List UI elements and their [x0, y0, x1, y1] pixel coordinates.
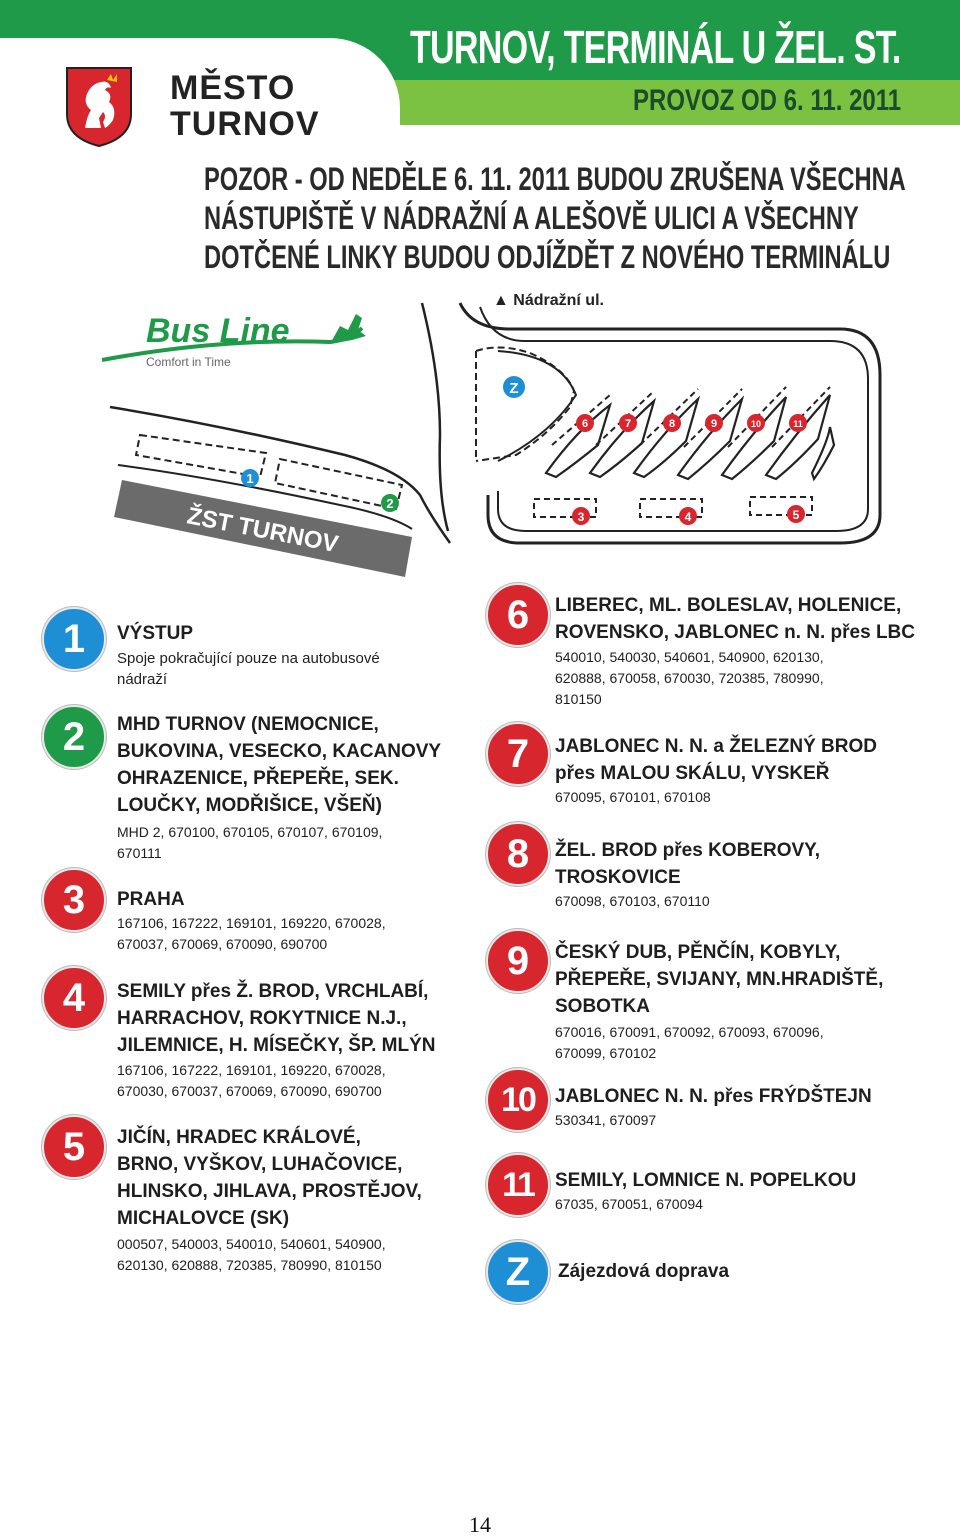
stop-badge-1: 1: [42, 607, 106, 671]
stop-badge-9: 9: [486, 929, 550, 993]
stop-badge-3: 3: [42, 868, 106, 932]
entry-line-numbers: 000507, 540003, 540010, 540601, 540900, 620130, 620888, 720385, 780990, 810150: [117, 1236, 386, 1273]
entry-line-numbers: MHD 2, 670100, 670105, 670107, 670109, 670111: [117, 824, 383, 861]
terminal-map: [100, 295, 900, 580]
stop-badge-7: 7: [486, 722, 550, 786]
stop-badge-5: 5: [42, 1115, 106, 1179]
entry-line-numbers: 670016, 670091, 670092, 670093, 670096, 670099, 670102: [555, 1024, 824, 1061]
map-stop-5: 5: [792, 508, 800, 522]
entry-title: VÝSTUP: [117, 623, 194, 644]
notice-line-3: DOTČENÉ LINKY BUDOU ODJÍŽDĚT Z NOVÉHO TERMINÁLU: [204, 239, 891, 275]
busline-logo-name: Bus Line: [146, 312, 290, 350]
entry-line-numbers: 167106, 167222, 169101, 169220, 670028, 670030, 670037, 670069, 670090, 690700: [117, 1062, 386, 1099]
entry-title: JABLONEC N. N. a ŽELEZNÝ BROD přes MALOU SKÁLU, VYSKEŘ: [555, 736, 877, 784]
entry-line-numbers: 670095, 670101, 670108: [555, 789, 711, 805]
busline-logo-tagline: Comfort in Time: [146, 355, 231, 369]
stop-badge-6: 6: [486, 583, 550, 647]
lion-crest-icon: [65, 66, 133, 148]
map-stop-10: 10: [750, 419, 762, 429]
entry-title: JIČÍN, HRADEC KRÁLOVÉ, BRNO, VYŠKOV, LUHAČOVICE, HLINSKO, JIHLAVA, PROSTĚJOV, MICHALOVCE (SK): [117, 1127, 422, 1229]
stop-badge-2: 2: [42, 705, 106, 769]
map-stop-8: 8: [668, 418, 676, 430]
map-stop-6: 6: [581, 418, 589, 430]
map-stop-2: 2: [386, 496, 394, 511]
map-stop-z: Z: [509, 380, 519, 397]
map-stop-4: 4: [684, 510, 692, 524]
city-line-1: MĚSTO: [170, 69, 296, 107]
entry-title: PRAHA: [117, 889, 185, 910]
stop-badge-11: 11: [486, 1153, 550, 1217]
stop-badge-8: 8: [486, 822, 550, 886]
page-subtitle: PROVOZ OD 6. 11. 2011: [633, 84, 902, 117]
city-name: [170, 70, 320, 142]
map-stop-1: 1: [246, 471, 254, 486]
entry-line-numbers: 67035, 670051, 670094: [555, 1196, 703, 1212]
map-stop-3: 3: [577, 510, 585, 524]
entry-line-numbers: 530341, 670097: [555, 1112, 657, 1128]
station-label: ŽST TURNOV: [184, 502, 341, 559]
entry-title: SEMILY přes Ž. BROD, VRCHLABÍ, HARRACHOV, ROKYTNICE N.J., JILEMNICE, H. MÍSEČKY, ŠP. MLÝN: [117, 981, 436, 1056]
entry-line-numbers: 540010, 540030, 540601, 540900, 620130, 620888, 670058, 670030, 720385, 780990, 810150: [555, 649, 824, 707]
entry-title: SEMILY, LOMNICE N. POPELKOU: [555, 1170, 857, 1191]
entry-title: MHD TURNOV (NEMOCNICE, BUKOVINA, VESECKO, KACANOVY OHRAZENICE, PŘEPEŘE, SEK. LOUČKY, MODŘIŠICE, VŠEŇ): [117, 714, 442, 816]
stop-badge-4: 4: [42, 966, 106, 1030]
stop-badge-10: 10: [486, 1068, 550, 1132]
notice-text: [100, 160, 906, 277]
entry-title: ŽEL. BROD přes KOBEROVY, TROSKOVICE: [555, 840, 820, 888]
notice-line-1: POZOR - OD NEDĚLE 6. 11. 2011 BUDOU ZRUŠENA VŠECHNA: [204, 161, 906, 197]
entry-line-numbers: 167106, 167222, 169101, 169220, 670028, 670037, 670069, 670090, 690700: [117, 915, 386, 952]
page-number: 14: [469, 1512, 491, 1537]
entry-title: ČESKÝ DUB, PĚNČÍN, KOBYLY, PŘEPEŘE, SVIJANY, MN.HRADIŠTĚ, SOBOTKA: [555, 942, 884, 1017]
entry-title: JABLONEC N. N. přes FRÝDŠTEJN: [555, 1086, 872, 1107]
map-stop-7: 7: [624, 418, 632, 430]
notice-line-2: NÁSTUPIŠTĚ V NÁDRAŽNÍ A ALEŠOVĚ ULICI A VŠECHNY: [204, 200, 859, 236]
entry-description: Spoje pokračující pouze na autobusové nádraží: [117, 650, 380, 688]
entry-line-numbers: 670098, 670103, 670110: [555, 893, 710, 909]
entry-title: Zájezdová doprava: [558, 1261, 730, 1282]
map-stop-11: 11: [793, 419, 803, 429]
entry-title: LIBEREC, ML. BOLESLAV, HOLENICE, ROVENSKO, JABLONEC n. N. přes LBC: [555, 595, 915, 643]
stop-badge-z: Z: [486, 1240, 550, 1304]
map-stop-9: 9: [710, 418, 718, 430]
city-line-2: TURNOV: [170, 105, 320, 143]
page-title: TURNOV, TERMINÁL U ŽEL. ST.: [410, 21, 901, 73]
street-label: ▲ Nádražní ul.: [493, 292, 604, 309]
